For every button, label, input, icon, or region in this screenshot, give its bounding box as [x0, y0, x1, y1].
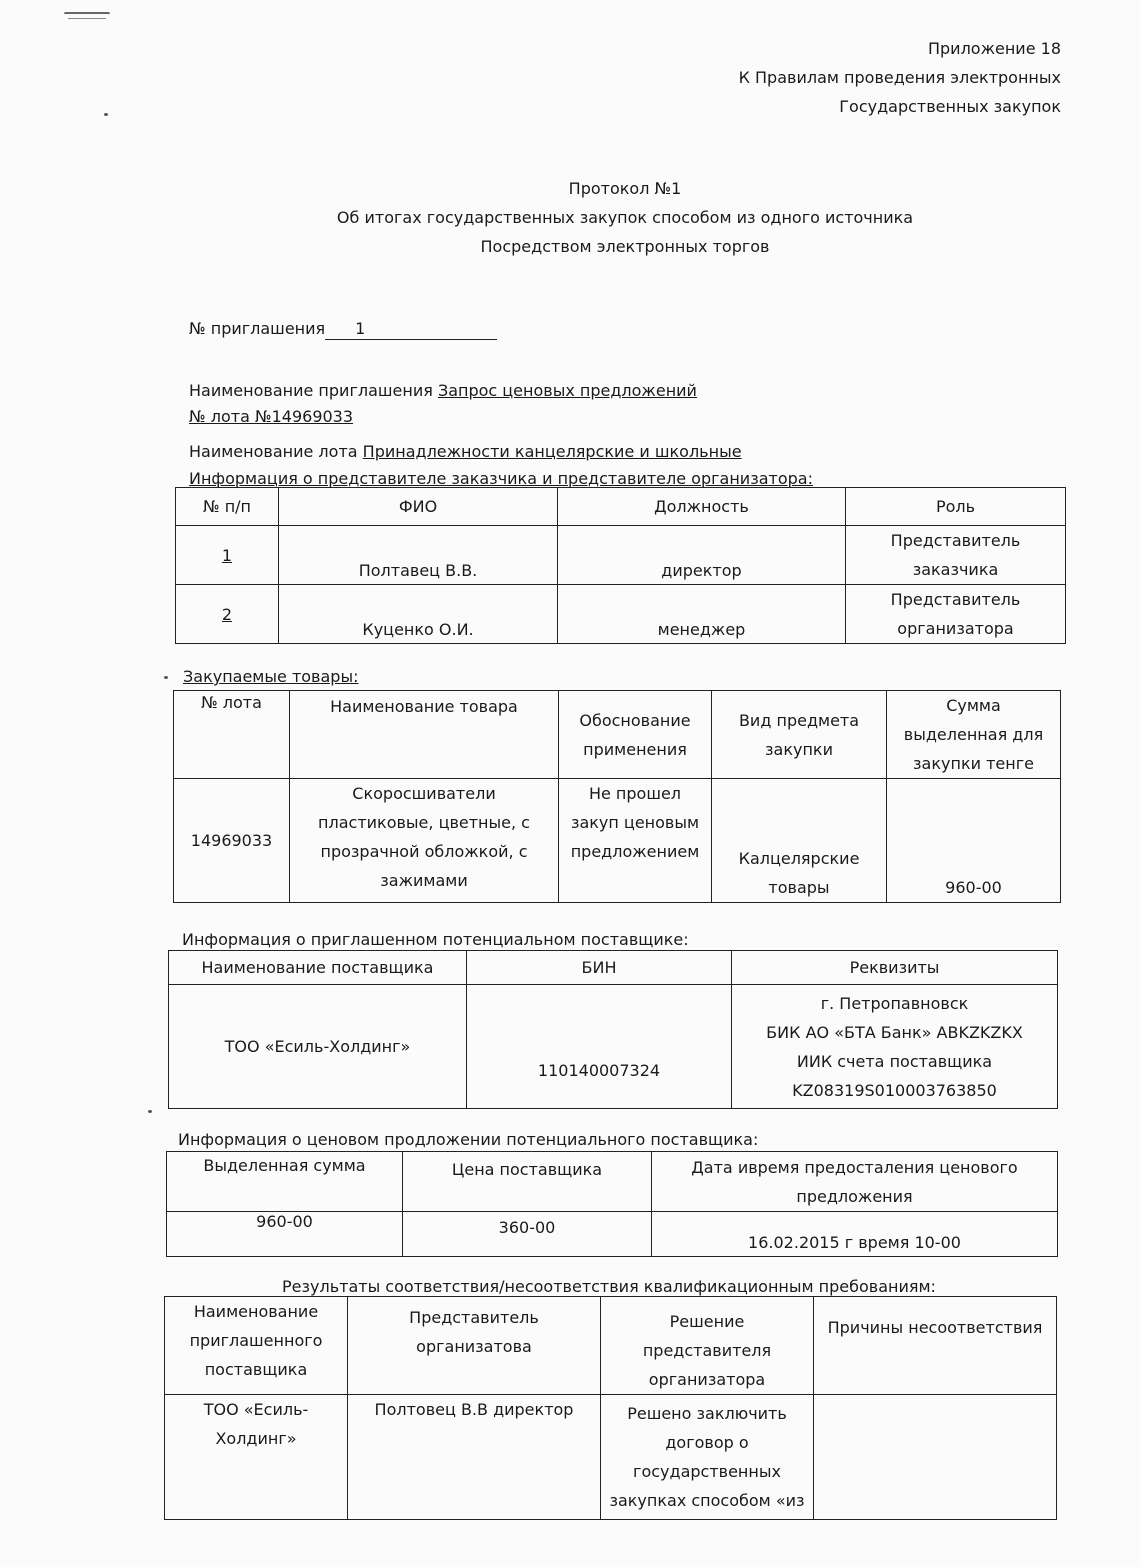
- offer-datetime: 16.02.2015 г время 10-00: [652, 1212, 1058, 1257]
- invitation-number-value: 1: [325, 319, 497, 340]
- representatives-table: [175, 487, 1066, 644]
- header-cell: ФИО: [279, 488, 558, 526]
- header-cell: Наименование приглашенного поставщика: [165, 1297, 348, 1395]
- lot-name-label: Наименование лота: [189, 442, 358, 461]
- header-cell: Выделенная сумма: [167, 1152, 403, 1212]
- table-header-row: [169, 951, 1058, 985]
- goods-sum: 960-00: [887, 779, 1061, 903]
- price-offer-table: [166, 1151, 1058, 1257]
- row-position: директор: [558, 526, 846, 585]
- goods-name: Скоросшиватели пластиковые, цветные, с прозрачной обложкой, с зажимами: [290, 779, 559, 903]
- header-cell: Представитель организатова: [348, 1297, 601, 1395]
- header-cell: Причины несоответствия: [814, 1297, 1057, 1395]
- header-cell: Сумма выделенная для закупки тенге: [887, 691, 1061, 779]
- table-row: [165, 1395, 1057, 1520]
- header-cell: Наименование товара: [290, 691, 559, 779]
- protocol-subtitle-2: Посредством электронных торгов: [480, 237, 770, 256]
- supplier-table: [168, 950, 1058, 1109]
- protocol-subtitle: Об итогах государственных закупок способом из одного источника: [336, 208, 914, 227]
- invitation-name-row: [189, 376, 697, 405]
- supplier-price: 360-00: [403, 1212, 652, 1257]
- invitation-number-row: [189, 314, 497, 343]
- invitation-number-label: № приглашения: [189, 319, 326, 338]
- protocol-title: Протокол №1: [568, 179, 682, 198]
- requisite-iik: KZ08319S010003763850: [792, 1080, 997, 1100]
- result-supplier: ТОО «Есиль-Холдинг»: [165, 1395, 348, 1520]
- table-row: [167, 1212, 1058, 1257]
- header-cell: Цена поставщика: [403, 1152, 652, 1212]
- header-cell: Наименование поставщика: [169, 951, 467, 985]
- scan-speck: [104, 113, 108, 116]
- scan-speck: [148, 1110, 152, 1113]
- row-position: менеджер: [558, 585, 846, 644]
- row-role: Представитель организатора: [846, 585, 1066, 644]
- lot-name-row: [189, 437, 742, 466]
- rules-line-1: К Правилам проведения электронных: [738, 68, 1061, 87]
- requisite-city: г. Петропавновск: [820, 993, 969, 1013]
- goods-type: Калцелярские товары: [712, 779, 887, 903]
- table-row: [176, 585, 1066, 644]
- goods-lot: 14969033: [174, 779, 290, 903]
- row-number: 2: [176, 585, 279, 644]
- allocated-sum: 960-00: [167, 1212, 403, 1257]
- table-header-row: [165, 1297, 1057, 1395]
- supplier-heading: Информация о приглашенном потенциальном поставщике:: [182, 930, 689, 949]
- header-cell: Реквизиты: [732, 951, 1058, 985]
- header-cell: БИН: [467, 951, 732, 985]
- goods-reason: Не прошел закуп ценовым предложением: [559, 779, 712, 903]
- appendix-number: Приложение 18: [927, 39, 1061, 58]
- price-offer-heading: Информация о ценовом продложении потенциального поставщика:: [178, 1130, 759, 1149]
- requisite-iik-label: ИИК счета поставщика: [796, 1051, 993, 1071]
- table-header-row: [167, 1152, 1058, 1212]
- result-reasons: [814, 1395, 1057, 1520]
- table-row: [174, 779, 1061, 903]
- header-cell: Решение представителя организатора: [601, 1297, 814, 1395]
- requisite-bik: БИК АО «БТА Банк» ABKZKZKX: [766, 1022, 1023, 1042]
- result-representative: Полтовец В.В директор: [348, 1395, 601, 1520]
- table-header-row: [174, 691, 1061, 779]
- header-cell: Дата ивремя предостaления ценового предложения: [652, 1152, 1058, 1212]
- goods-table: [173, 690, 1061, 903]
- row-fio: Полтавец В.В.: [279, 526, 558, 585]
- results-table: [164, 1296, 1057, 1520]
- row-number: 1: [176, 526, 279, 585]
- header-cell: № п/п: [176, 488, 279, 526]
- supplier-requisites: [732, 985, 1058, 1109]
- table-row: [176, 526, 1066, 585]
- row-role: Представитель заказчика: [846, 526, 1066, 585]
- goods-heading: Закупаемые товары:: [183, 667, 359, 686]
- supplier-name: ТОО «Есиль-Холдинг»: [169, 985, 467, 1109]
- staple-mark: [64, 12, 110, 20]
- header-cell: Должность: [558, 488, 846, 526]
- table-row: [169, 985, 1058, 1109]
- header-cell: Обоснование применения: [559, 691, 712, 779]
- lot-name-value: Принадлежности канцелярские и школьные: [362, 442, 742, 461]
- lot-number: № лота №14969033: [189, 407, 354, 426]
- header-cell: Роль: [846, 488, 1066, 526]
- representatives-heading: Информация о представителе заказчика и представителе организатора:: [189, 469, 813, 488]
- bullet-mark: [164, 676, 168, 679]
- header-cell: Вид предмета закупки: [712, 691, 887, 779]
- row-fio: Куценко О.И.: [279, 585, 558, 644]
- invitation-name-label: Наименование приглашения: [189, 381, 433, 400]
- table-header-row: [176, 488, 1066, 526]
- rules-line-2: Государственных закупок: [839, 97, 1061, 116]
- supplier-bin: 110140007324: [467, 985, 732, 1109]
- result-decision: Решено заключить договор о государственных закупках способом «из: [601, 1395, 814, 1520]
- header-cell: № лота: [174, 691, 290, 779]
- invitation-name-value: Запрос ценовых предложений: [437, 381, 697, 400]
- results-heading: Результаты соответствия/несоответствия квалификационным пребованиям:: [282, 1277, 936, 1296]
